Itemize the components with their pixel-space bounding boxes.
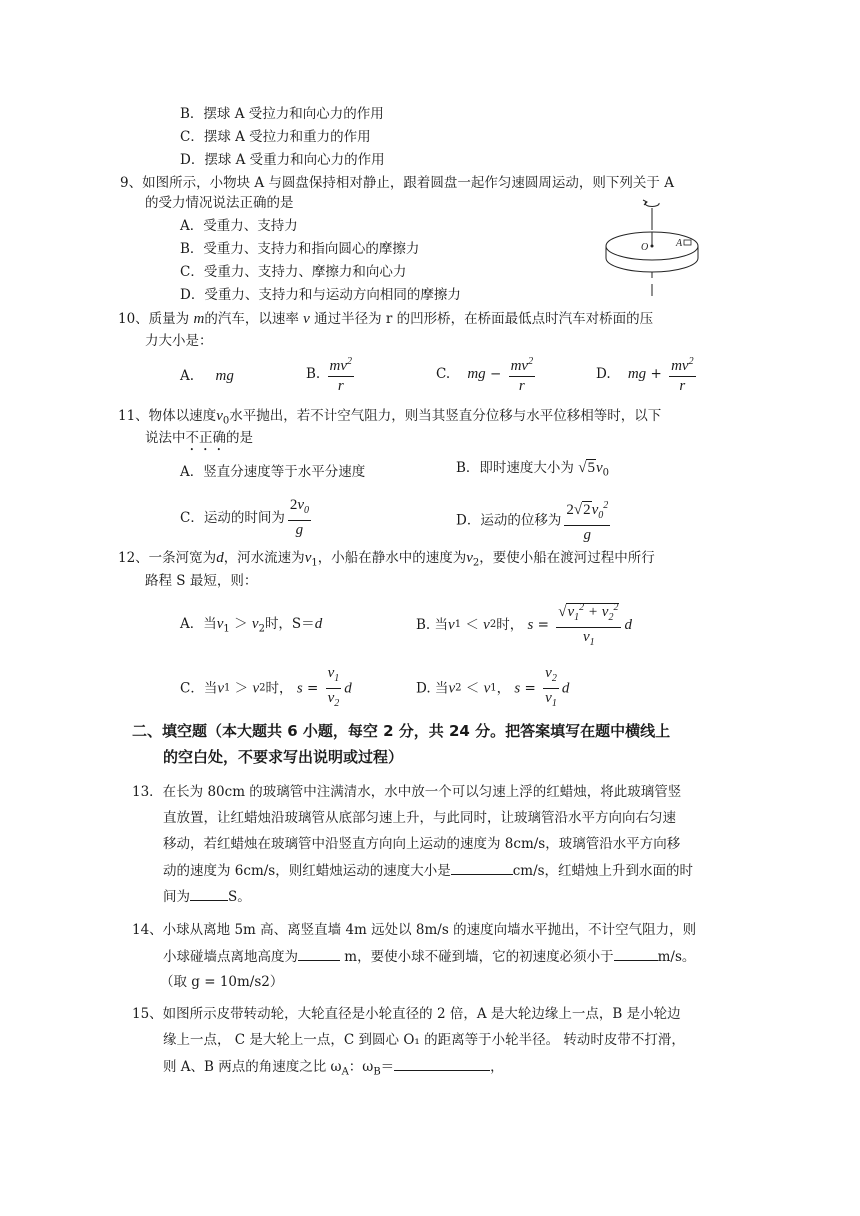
section2-heading-line2: 的空白处，不要求写出说明或过程） (163, 748, 404, 766)
q11-option-a: A．竖直分速度等于水平分速度 (180, 464, 366, 480)
q12-option-b: B. 当v1 ＜ v2时， s = $\frac{√v_1^2 + v_2^2}{v_1}$ d (416, 598, 632, 652)
q13-line3: 移动，若红蜡烛在玻璃管中沿竖直方向向上运动的速度为 8cm/s，玻璃管沿水平方向移 (163, 836, 681, 852)
q10-option-b: B. $\frac{mv^2}{r}$ (306, 352, 357, 396)
q12-option-d: D. 当v2 ＜ v1， s = $\frac{v_2}{v_1}$ d (416, 665, 570, 709)
q9-option-c: C．受重力、支持力、摩擦力和向心力 (180, 264, 407, 280)
q8-option-d: D．摆球 A 受重力和向心力的作用 (180, 152, 385, 168)
q13-line4: 动的速度为 6cm/s，则红蜡烛运动的速度大小是 cm/s，红蜡烛上升到水面的时 (163, 860, 693, 881)
q14-blank-velocity[interactable] (614, 946, 658, 961)
q14-line3: （取 g = 10m/s2） (160, 974, 284, 990)
q8-option-b: B．摆球 A 受拉力和向心力的作用 (180, 106, 384, 122)
block-a-label: A (676, 238, 683, 249)
q11-stem-line2: 说法中不正确的是 (145, 430, 253, 446)
q15-blank-angular-ratio[interactable] (394, 1056, 490, 1071)
q13-line2: 直放置，让红蜡烛沿玻璃管从底部匀速上升，与此同时，让玻璃管沿水平方向向右匀速 (163, 810, 676, 826)
emphasis-not-correct: 不正确 (185, 430, 226, 446)
q8-option-c: C．摆球 A 受拉力和重力的作用 (180, 129, 371, 145)
q12-stem-line2: 路程 S 最短，则： (145, 573, 258, 589)
q9-stem-line2: 的受力情况说法正确的是 (145, 195, 294, 211)
q11-option-c: C．运动的时间为 $\frac{2v_0}{g}$ (180, 497, 310, 538)
q10-option-a: A. mg (180, 368, 234, 384)
q15-line1: 15、如图所示皮带转动轮，大轮直径是小轮直径的 2 倍，A 是大轮边缘上一点，B 是小轮边 (132, 1006, 681, 1022)
q15-line2: 缘上一点， C 是大轮上一点，C 到圆心 O₁ 的距离等于小轮半径。 转动时皮带不打滑， (163, 1032, 685, 1048)
q11-stem-line1: 11、物体以速度$v_0$水平抛出，若不计空气阻力，则当其竖直分位移与水平位移相等时，以下 (118, 408, 662, 427)
q13-blank-time[interactable] (190, 886, 228, 901)
q14-line2: 小球碰墙点离地高度为 m，要使小球不碰到墙，它的初速度必须小于 m/s。 (163, 946, 695, 967)
disc-center-label: O (641, 242, 649, 253)
q12-option-a: A．当$v_1 > v_2$时，S＝d (180, 616, 323, 635)
q15-line3: 则 A、B 两点的角速度之比 $\omega_A$：$\omega_B=$ ， (163, 1056, 504, 1083)
q10-stem-line2: 力大小是： (145, 333, 213, 349)
q12-option-c: C．当v1 ＞ v2时， s = $\frac{v_1}{v_2}$ d (180, 665, 352, 709)
q13-line1: 13．在长为 80cm 的玻璃管中注满清水，水中放一个可以匀速上浮的红蜡烛，将此玻璃管竖 (132, 784, 682, 800)
q13-blank-speed[interactable] (451, 860, 513, 875)
q9-option-d: D．受重力、支持力和与运动方向相同的摩擦力 (180, 287, 461, 303)
q12-stem-line1: 12、一条河宽为d，河水流速为$v_1$，小船在静水中的速度为$v_2$，要使小船在渡河过程中所行 (118, 550, 655, 569)
q10-option-c: C. mg − $\frac{mv^2}{r}$ (436, 352, 538, 396)
q14-blank-height[interactable] (298, 946, 340, 961)
q9-option-a: A．受重力、支持力 (180, 218, 298, 234)
q10-stem-line1: 10、质量为 m的汽车，以速率 v 通过半径为 r 的凹形桥，在桥面最低点时汽车对桥面的压 (118, 311, 654, 327)
q10-option-d: D. mg + $\frac{mv^2}{r}$ (596, 352, 699, 396)
q14-line1: 14、小球从离地 5m 高、离竖直墙 4m 远处以 8m/s 的速度向墙水平抛出，不计空气阻力，则 (132, 922, 697, 938)
q9-stem-line1: 9、如图所示，小物块 A 与圆盘保持相对静止，跟着圆盘一起作匀速圆周运动，则下列关于 A (120, 175, 674, 191)
q13-line5: 间为 S。 (163, 886, 251, 907)
q11-option-b: B．即时速度大小为 $√5v_0$ (456, 460, 609, 479)
rotating-disc-figure (596, 196, 714, 300)
section2-heading-line1: 二、填空题（本大题共 6 小题，每空 2 分，共 24 分。把答案填写在题中横线上 (132, 722, 671, 740)
q11-option-d: D．运动的位移为 $\frac{2√2v_0^2}{g}$ (456, 496, 613, 545)
q9-option-b: B．受重力、支持力和指向圆心的摩擦力 (180, 241, 420, 257)
